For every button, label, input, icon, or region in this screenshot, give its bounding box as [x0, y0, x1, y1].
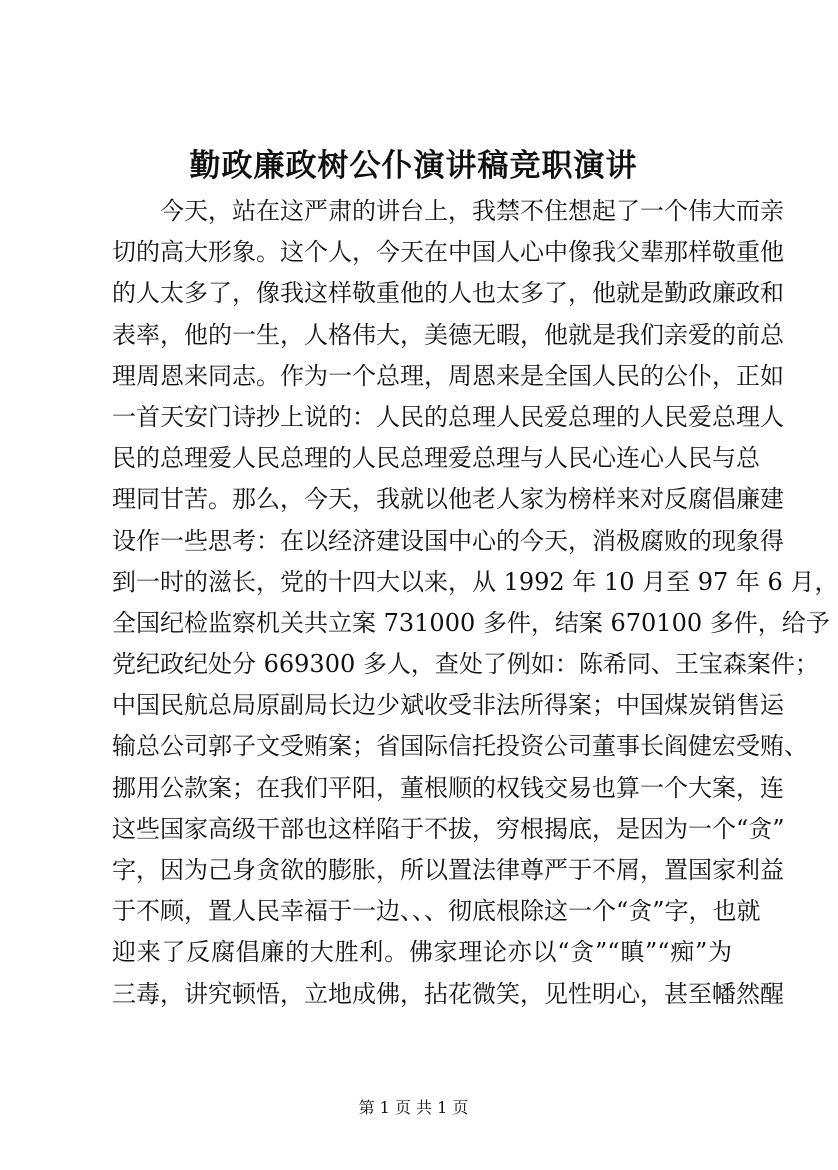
- text-line: 理周恩来同志。作为一个总理，周恩来是全国人民的公仆，正如: [112, 361, 784, 390]
- text-line: 字，因为己身贪欲的膨胀，所以置法律尊严于不屑，置国家利益: [112, 856, 784, 884]
- text-line: 党纪政纪处分 669300 多人，查处了例如：陈希同、王宝森案件；: [112, 650, 819, 679]
- text-line: 设作一些思考：在以经济建设国中心的今天，消极腐败的现象得: [112, 526, 784, 555]
- text-line: 民的总理爱人民总理的人民总理爱总理与人民心连心人民与总: [112, 444, 760, 473]
- document-title: 勤政廉政树公仆演讲稿竞职演讲: [189, 148, 638, 184]
- body-paragraph: [112, 191, 838, 1015]
- text-line: 挪用公款案；在我们平阳，董根顺的权钱交易也算一个大案，连: [112, 773, 784, 802]
- text-line: 到一时的滋长，党的十四大以来，从 1992 年 10 月至 97 年 6 月，: [112, 567, 838, 596]
- text-line: 全国纪检监察机关共立案 731000 多件，结案 670100 多件，给予: [112, 608, 830, 637]
- text-line: 输总公司郭子文受贿案；省国际信托投资公司董事长阎健宏受贿、: [112, 732, 808, 761]
- text-line: 今天，站在这严肃的讲台上，我禁不住想起了一个伟大而亲: [160, 197, 784, 225]
- text-line: 于不顾，置人民幸福于一边、、、彻底根除这一个“贪”字，也就: [112, 897, 761, 926]
- page-footer: 第 1 页 共 1 页: [358, 1098, 469, 1117]
- text-line: 迎来了反腐倡廉的大胜利。佛家理论亦以“贪”“瞋”“痴”为: [112, 938, 732, 967]
- text-line: 这些国家高级干部也这样陷于不拔，穷根揭底，是因为一个“贪”: [112, 814, 785, 843]
- text-line: 三毒，讲究顿悟，立地成佛，拈花微笑，见性明心，甚至幡然醒: [112, 979, 784, 1008]
- text-line: 理同甘苦。那么，今天，我就以他老人家为榜样来对反腐倡廉建: [112, 485, 784, 514]
- text-line: 一首天安门诗抄上说的：人民的总理人民爱总理的人民爱总理人: [112, 402, 784, 431]
- text-line: 表率，他的一生，人格伟大，美德无暇，他就是我们亲爱的前总: [112, 320, 784, 349]
- text-line: 的人太多了，像我这样敬重他的人也太多了，他就是勤政廉政和: [112, 279, 784, 308]
- text-line: 中国民航总局原副局长边少斌收受非法所得案；中国煤炭销售运: [112, 691, 784, 720]
- text-line: 切的高大形象。这个人，今天在中国人心中像我父辈那样敬重他: [112, 238, 784, 267]
